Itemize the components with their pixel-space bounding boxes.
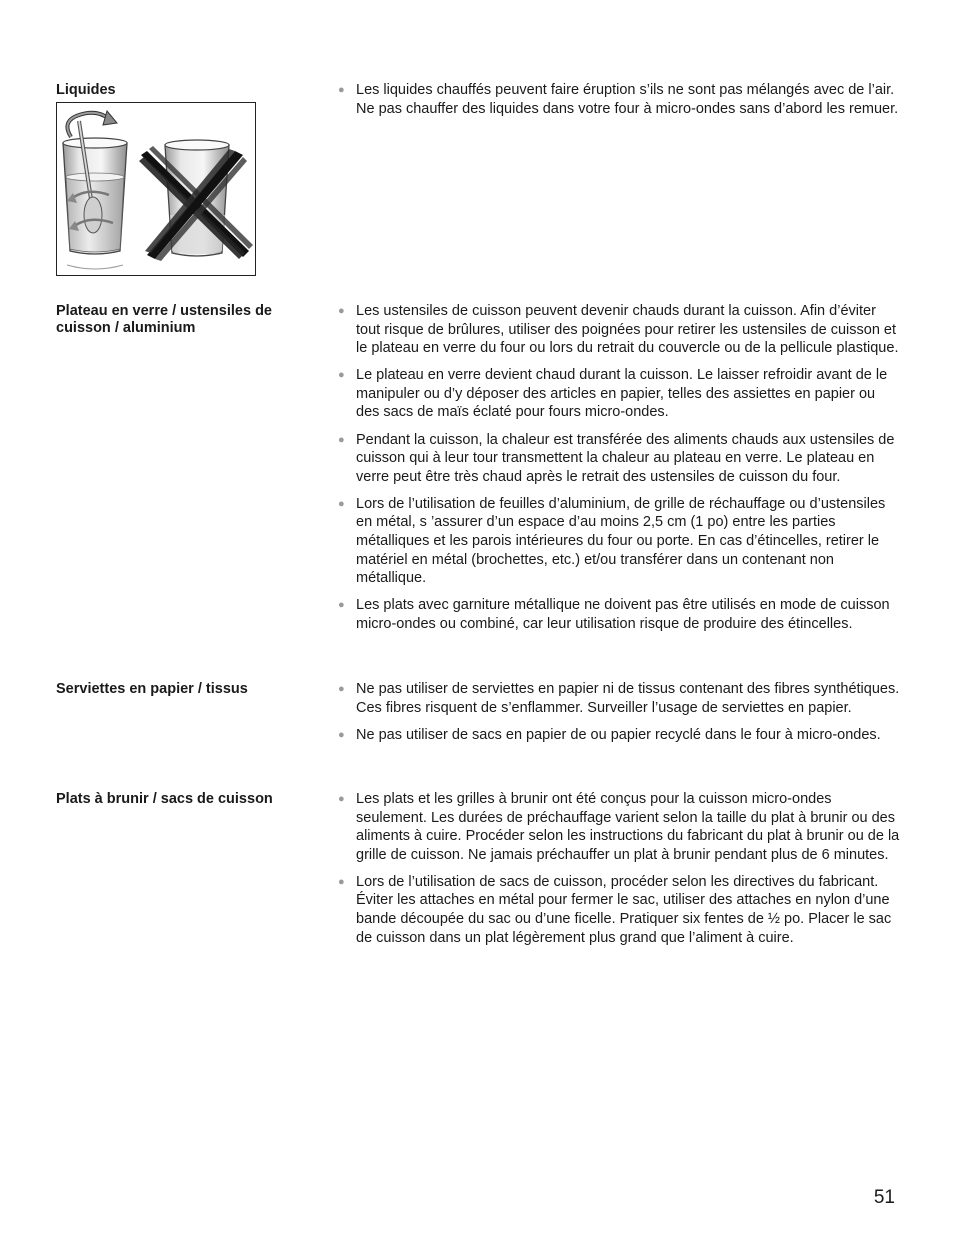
bullet-icon: ●: [338, 599, 345, 612]
list-item: [338, 596, 902, 633]
list-item-text: Ne pas utiliser de serviettes en papier ni de tissus contenant des fibres synthétiques. Ces fibres risquent de s’enflammer. Surveiller l’usage de serviettes en papier.: [356, 681, 900, 716]
bullet-icon: ●: [338, 793, 345, 805]
bullet-icon: ●: [338, 433, 345, 446]
list-item-text: Les plats et les grilles à brunir ont été conçus pour la cuisson micro-ondes seulement. Les durées de préchauffage varient selon la taille du plat à brunir ou des aliments à cuire. Procéder selon les instructions du fabricant du plat à brunir ou de la grille de cuisson. Ne jamais préchauffer un plat à brunir pendant plus de 6 minutes.: [356, 791, 900, 863]
list-item: [338, 366, 902, 422]
stir-liquid-illustration: [56, 102, 256, 276]
list-item: [338, 873, 902, 947]
list-item-text: Les plats avec garniture métallique ne doivent pas être utilisés en mode de cuisson micro-ondes ou combiné, car leur utilisation risque de produire des étincelles.: [356, 597, 890, 632]
list-item-text: Ne pas utiliser de sacs en papier de ou papier recyclé dans le four à micro-ondes.: [356, 726, 881, 743]
list-item: [338, 81, 902, 118]
list-item: [338, 431, 902, 487]
bullet-icon: ●: [338, 305, 345, 317]
list-item: [338, 790, 902, 864]
section-label: Serviettes en papier / tissus: [56, 681, 248, 697]
page-number: 51: [873, 1187, 895, 1208]
list-item: [338, 302, 902, 358]
stirred-glass-icon: [63, 111, 127, 269]
section-label: Liquides: [56, 82, 116, 98]
bullet-icon: ●: [338, 84, 345, 96]
list-item: [338, 495, 902, 588]
bullet-icon: ●: [338, 728, 345, 741]
section-label: Plats à brunir / sacs de cuisson: [56, 791, 273, 807]
bullet-list: [338, 81, 902, 127]
section-label: Plateau en verre / ustensiles de cuisson / aluminium: [56, 303, 272, 336]
unstirred-glass-crossed-icon: [139, 140, 253, 261]
bullet-list: [338, 302, 902, 642]
list-item-text: Les liquides chauffés peuvent faire éruption s’ils ne sont pas mélangés avec de l’air. Ne pas chauffer des liquides dans votre four à micro-ondes sans d’abord les remuer.: [356, 82, 899, 117]
list-item: [338, 680, 902, 717]
bullet-icon: ●: [338, 875, 345, 888]
list-item-text: Lors de l’utilisation de sacs de cuisson, procéder selon les directives du fabricant. Éviter les attaches en métal pour fermer le sac, utiliser des attaches en nylon d’une bande découpée du sac ou d’une ficelle. Pratiquer six fentes de ½ po. Placer le sac de cuisson dans un plat légèrement plus grand que l’aliment à cuire.: [356, 873, 892, 946]
bullet-icon: ●: [338, 497, 345, 510]
bullet-icon: ●: [338, 683, 345, 695]
bullet-list: [338, 680, 902, 753]
list-item-text: Pendant la cuisson, la chaleur est transférée des aliments chauds aux ustensiles de cuisson qui à leur tour transmettent la chaleur au plateau en verre. Le plateau en verre peut être très chaud après le retrait des ustensiles de cuisson du four.: [356, 431, 895, 485]
list-item: [338, 726, 902, 745]
bullet-icon: ●: [338, 369, 345, 382]
list-item-text: Les ustensiles de cuisson peuvent devenir chauds durant la cuisson. Afin d’éviter tout risque de brûlures, utiliser des poignées pour retirer les ustensiles de cuisson et le plateau en verre du four ou lors du retrait du couvercle ou de la pellicule plastique.: [356, 303, 899, 357]
bullet-list: [338, 790, 902, 956]
list-item-text: Lors de l’utilisation de feuilles d’aluminium, de grille de réchauffage ou d’ustensiles en métal, s ’assurer d’un espace d’au moins 2,5 cm (1 po) entre les parties métalliques et les parois intérieures du four ou porte. En cas d’étincelles, retirer le matériel en métal (brochettes, etc.) et/ou transférer dans un contenant non métallique.: [356, 495, 886, 587]
list-item-text: Le plateau en verre devient chaud durant la cuisson. Le laisser refroidir avant de le manipuler ou d’y déposer des articles en papier, telles des assiettes en papier ou des sacs de maïs éclaté pour fours micro-ondes.: [356, 367, 888, 421]
